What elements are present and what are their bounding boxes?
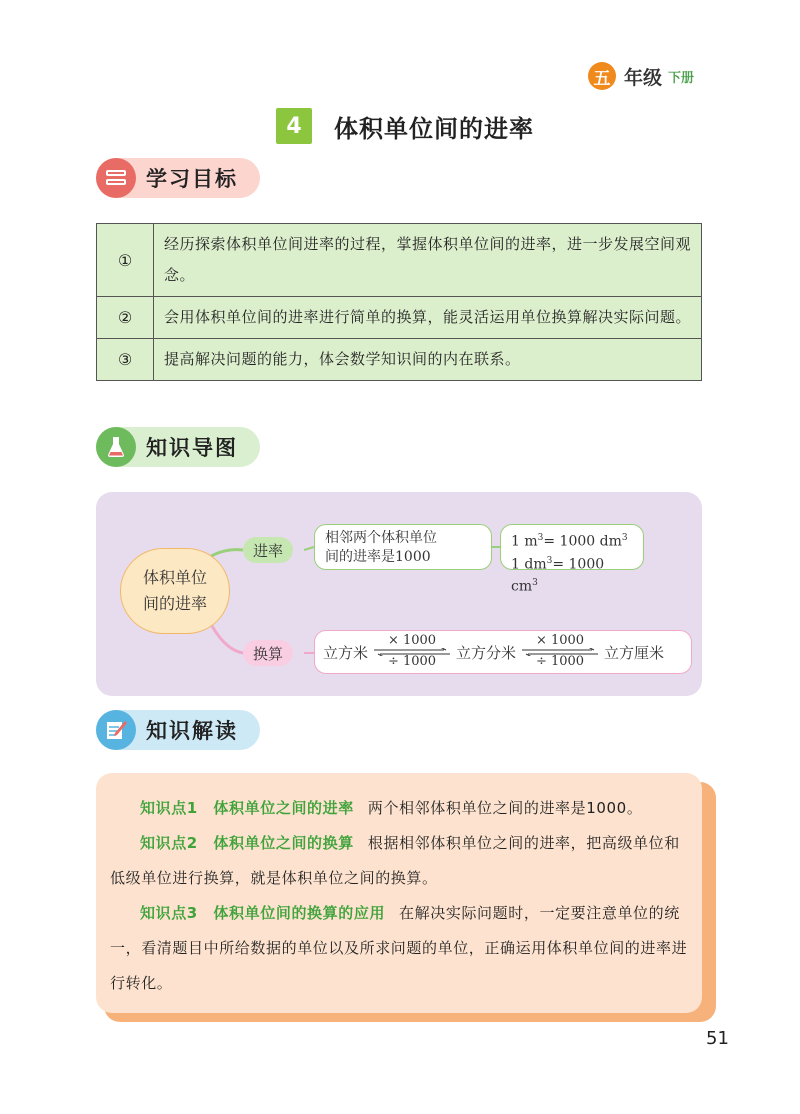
goals-table [96,223,702,381]
lesson-number: 4 [276,108,312,144]
rate-desc-line-2: 间的进率是1000 [325,549,431,565]
conversion-arrow [374,635,450,669]
superscript: 3 [546,555,553,566]
goal-number: ① [97,224,154,297]
goal-text: 经历探索体积单位间进率的过程，掌握体积单位间的进率，进一步发展空间观念。 [154,224,702,297]
section-header-mindmap [96,427,260,467]
unit-cubic-meter: 立方米 [323,643,369,662]
goal-number: ③ [97,339,154,381]
unit-text: 1 m [511,533,538,550]
unit-cubic-decimeter: 立方分米 [456,643,517,662]
books-icon [96,158,136,198]
flask-icon [96,427,136,467]
rate-description-box [314,524,492,570]
section-header-goals [96,158,260,198]
unit-text: = 1000 cm [511,556,605,595]
section-title-goals: 学习目标 [146,167,238,191]
unit-cubic-centimeter: 立方厘米 [604,643,665,662]
multiply-label: × 1000 [387,633,437,648]
divide-label: ÷ 1000 [535,654,585,669]
knowledge-point-text: 两个相邻体积单位之间的进率是1000。 [367,799,643,817]
page-number: 51 [706,1028,729,1049]
superscript: 3 [537,533,544,543]
knowledge-point-title: 知识点3 体积单位间的换算的应用 [140,904,386,922]
table-row [97,297,702,339]
knowledge-point-title: 知识点1 体积单位之间的进率 [140,799,354,817]
mind-map [96,492,702,696]
center-line-2: 间的进率 [142,594,207,613]
center-line-1: 体积单位 [142,568,207,587]
knowledge-point [110,791,688,826]
branch-tag-rate: 进率 [243,537,293,563]
table-row [97,339,702,381]
grade-badge [588,62,694,90]
unit-text: = 1000 dm [543,533,622,550]
knowledge-box [96,773,702,1013]
rate-unit-line-1 [511,529,633,552]
conversion-box [314,630,692,674]
lesson-heading [276,108,534,144]
goal-text: 会用体积单位间的进率进行简单的换算，能灵活运用单位换算解决实际问题。 [154,297,702,339]
divide-label: ÷ 1000 [387,654,437,669]
branch-tag-conversion: 换算 [243,640,293,666]
goal-text: 提高解决问题的能力，体会数学知识间的内在联系。 [154,339,702,381]
lesson-title: 体积单位间的进率 [334,114,534,143]
conversion-arrow [522,635,598,669]
rate-unit-line-2 [511,552,633,597]
multiply-label: × 1000 [535,633,585,648]
mind-map-center [120,548,230,634]
section-title-reading: 知识解读 [146,719,238,743]
superscript: 3 [532,578,538,589]
superscript: 3 [621,533,628,543]
knowledge-point-title: 知识点2 体积单位之间的换算 [140,834,354,852]
grade-label: 年级 [624,66,663,89]
knowledge-point-text: 在解决实际问题时，一定要注意单位的统一，看清题目中所给数据的单位以及所求问题的单位，正确运用体积单位间的进率进行转化。 [110,904,688,992]
notebook-pencil-icon [96,710,136,750]
knowledge-point [110,896,688,1001]
rate-units-box [500,524,644,595]
grade-number-circle: 五 [588,62,616,90]
knowledge-point [110,826,688,896]
rate-desc-line-1: 相邻两个体积单位 [325,530,437,546]
goal-number: ② [97,297,154,339]
table-row [97,224,702,297]
section-title-mindmap: 知识导图 [146,436,238,460]
section-header-reading [96,710,260,750]
unit-text: 1 dm [511,556,547,573]
grade-volume-label: 下册 [668,70,695,86]
knowledge-point-text: 根据相邻体积单位之间的进率，把高级单位和低级单位进行换算，就是体积单位之间的换算。 [110,834,680,887]
